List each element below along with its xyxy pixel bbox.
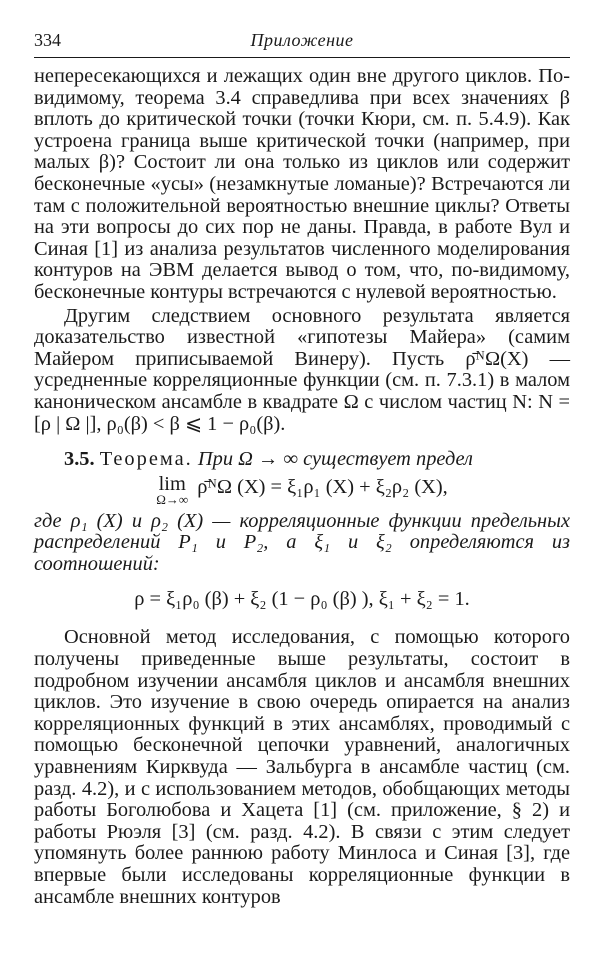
page-number: 334 xyxy=(34,30,61,50)
header-rule xyxy=(34,57,570,58)
theorem-statement: При Ω → ∞ существует предел xyxy=(197,448,473,471)
limit-word: lim xyxy=(158,472,186,495)
limit-operator xyxy=(156,472,189,507)
theorem-text: где ρ₁ (X) и ρ₂ (X) — корреляционные функции предельных распределений P₁ и P₂, а ξ₁ и ξ₂ определяются из соотношений: xyxy=(34,509,570,575)
theorem-word: Теорема. xyxy=(99,448,193,471)
formula-relations: ρ = ξ₁ρ₀ (β) + ξ₂ (1 − ρ₀ (β) ), ξ₁ + ξ₂ = 1. xyxy=(134,588,470,611)
paragraph-2: Другим следствием основного результата является доказательство известной «гипотезы Майера» (самим Майером приписываемой Винеру). Пусть ρ̄ᴺΩ(X) — усредненные корреляционные функции (см. п. 7.3.1) в малом каноническом ансамбле в квадрате Ω с числом частиц N: N = [ρ | Ω |], ρ₀(β) < β ⩽ 1 − ρ₀(β). xyxy=(34,304,570,435)
running-title: Приложение xyxy=(250,30,354,50)
theorem-number: 3.5. xyxy=(64,448,95,471)
page-header xyxy=(34,26,570,54)
paragraph-3: Основной метод исследования, с помощью которого получены приведенные выше результаты, состоит в подробном изучении ансамбля циклов и ансамбля внешних циклов. Это изучение в свою очередь опирается на анализ корреляционных функций в этих ансамблях, проводимый с помощью бесконечной цепочки уравнений, аналогичных уравнениям Кирквуда — Зальбурга в ансамбле частиц (см. разд. 4.2), и с использованием методов, обобщающих методы работы Боголюбова и Хацета [1] (см. приложение, § 2) и работы Рюэля [3] (см. разд. 4.2). В связи с этим следует упомянуть более раннюю работу Минлоса и Синая [3], где впервые были исследованы корреляционные функции в ансамбле внешних контуров xyxy=(34,626,570,908)
limit-expression: ρ̄ᴺΩ (X) = ξ₁ρ₁ (X) + ξ₂ρ₂ (X), xyxy=(197,475,448,498)
formula-limit xyxy=(34,472,570,507)
paragraph-1: непересекающихся и лежащих один вне другого циклов. По-видимому, теорема 3.4 справедлива при всех значениях β вплоть до критической точки (точки Кюри, см. п. 5.4.9). Как устроена граница выше критической точки (например, при малых β)? Состоит ли она только из циклов или содержит бесконечные «усы» (незамкнутые ломаные)? Встречаются ли там с положительной вероятностью внешние циклы? Ответы на эти вопросы до сих пор не даны. Правда, в работе Вул и Синая [1] из анализа результатов численного моделирования контуров на ЭВМ делается вывод о том, что, по-видимому, бесконечные контуры встречаются с нулевой вероятностью. xyxy=(34,65,570,303)
theorem-heading xyxy=(34,449,570,471)
limit-subscript: Ω→∞ xyxy=(156,491,189,507)
page-body xyxy=(34,66,570,908)
